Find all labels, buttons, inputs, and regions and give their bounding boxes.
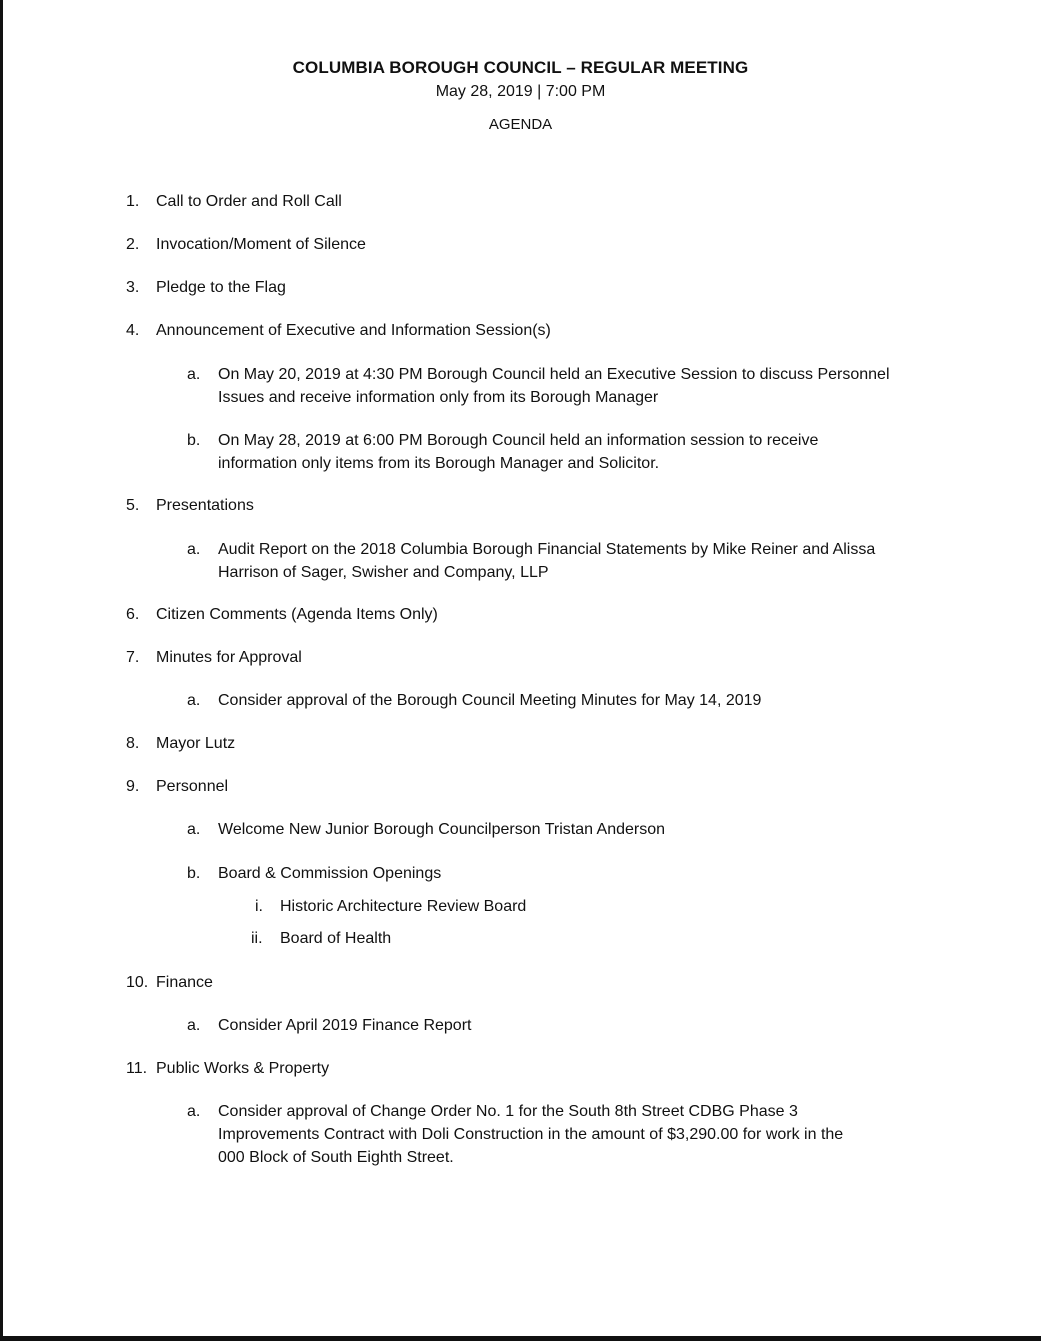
agenda-heading: AGENDA (488, 116, 553, 133)
sub-text-line: Harrison of Sager, Swisher and Company, LLP (218, 564, 549, 581)
item-number: 5. (126, 497, 140, 514)
sub-item-4a (187, 363, 890, 386)
item-number: 10. (126, 974, 149, 991)
sub-item-4b (187, 429, 819, 452)
item-number: 6. (126, 606, 140, 623)
sub-item-9b (187, 862, 442, 885)
item-text: Pledge to the Flag (156, 279, 286, 296)
item-text: Announcement of Executive and Information Session(s) (156, 322, 551, 339)
item-text: Mayor Lutz (156, 735, 236, 752)
sub-text-line: Improvements Contract with Doli Construction in the amount of $3,290.00 for work in the (218, 1126, 844, 1143)
sub-item-10a (187, 1014, 472, 1037)
item-text: Call to Order and Roll Call (156, 193, 342, 210)
sub-text-line: On May 20, 2019 at 4:30 PM Borough Council held an Executive Session to discuss Personnel (218, 366, 890, 383)
item-number: 11. (126, 1060, 148, 1077)
sub-letter: a. (187, 1103, 201, 1120)
subsub-text: Historic Architecture Review Board (280, 898, 527, 915)
sub-text-line: Consider approval of Change Order No. 1 for the South 8th Street CDBG Phase 3 (218, 1103, 798, 1120)
agenda-item-9 (126, 775, 229, 798)
agenda-item-10 (126, 971, 213, 994)
subsub-text: Board of Health (280, 930, 392, 947)
sub-text-line: Consider approval of the Borough Council Meeting Minutes for May 14, 2019 (218, 692, 762, 709)
agenda-item-8 (126, 732, 236, 755)
item-number: 1. (126, 193, 140, 210)
sub-letter: a. (187, 692, 201, 709)
sub-letter: b. (187, 865, 201, 882)
page-bottom-border (0, 1336, 1041, 1341)
agenda-item-7 (126, 646, 302, 669)
item-text: Minutes for Approval (156, 649, 302, 666)
item-number: 2. (126, 236, 140, 253)
agenda-item-11 (126, 1057, 330, 1080)
sub-letter: a. (187, 821, 201, 838)
subsub-item-9b-i (255, 895, 527, 918)
sub-text-line: On May 28, 2019 at 6:00 PM Borough Council held an information session to receive (218, 432, 819, 449)
roman-numeral: ii. (251, 930, 263, 947)
agenda-item-5 (126, 494, 254, 517)
item-text: Presentations (156, 497, 254, 514)
sub-text-line: Board & Commission Openings (218, 865, 442, 882)
subsub-item-9b-ii (251, 927, 392, 950)
sub-item-11a (187, 1100, 798, 1123)
sub-item-5a (187, 538, 876, 561)
sub-text-line: Welcome New Junior Borough Councilperson Tristan Anderson (218, 821, 666, 838)
item-text: Citizen Comments (Agenda Items Only) (156, 606, 438, 623)
agenda-item-3 (126, 276, 286, 299)
sub-text-line: 000 Block of South Eighth Street. (218, 1149, 454, 1166)
sub-item-7a (187, 689, 762, 712)
item-number: 3. (126, 279, 140, 296)
item-text: Personnel (156, 778, 229, 795)
roman-numeral: i. (255, 898, 263, 915)
meeting-title: COLUMBIA BOROUGH COUNCIL – REGULAR MEETING (292, 58, 749, 77)
sub-letter: a. (187, 1017, 201, 1034)
agenda-item-6 (126, 603, 438, 626)
sub-item-9a (187, 818, 666, 841)
agenda-item-4 (126, 319, 551, 342)
item-text: Finance (156, 974, 213, 991)
item-number: 9. (126, 778, 140, 795)
sub-text-line: Audit Report on the 2018 Columbia Borough Financial Statements by Mike Reiner and Alissa (218, 541, 876, 558)
sub-letter: b. (187, 432, 201, 449)
item-text: Invocation/Moment of Silence (156, 236, 366, 253)
sub-letter: a. (187, 366, 201, 383)
item-number: 7. (126, 649, 140, 666)
sub-text-line: Consider April 2019 Finance Report (218, 1017, 472, 1034)
agenda-item-1 (126, 190, 342, 213)
sub-text-line: Issues and receive information only from its Borough Manager (218, 389, 659, 406)
item-text: Public Works & Property (156, 1060, 330, 1077)
item-number: 8. (126, 735, 140, 752)
item-number: 4. (126, 322, 140, 339)
agenda-item-2 (126, 233, 366, 256)
page-left-border (0, 0, 3, 1341)
sub-letter: a. (187, 541, 201, 558)
meeting-date-time: May 28, 2019 | 7:00 PM (435, 83, 606, 100)
sub-text-line: information only items from its Borough Manager and Solicitor. (218, 455, 660, 472)
